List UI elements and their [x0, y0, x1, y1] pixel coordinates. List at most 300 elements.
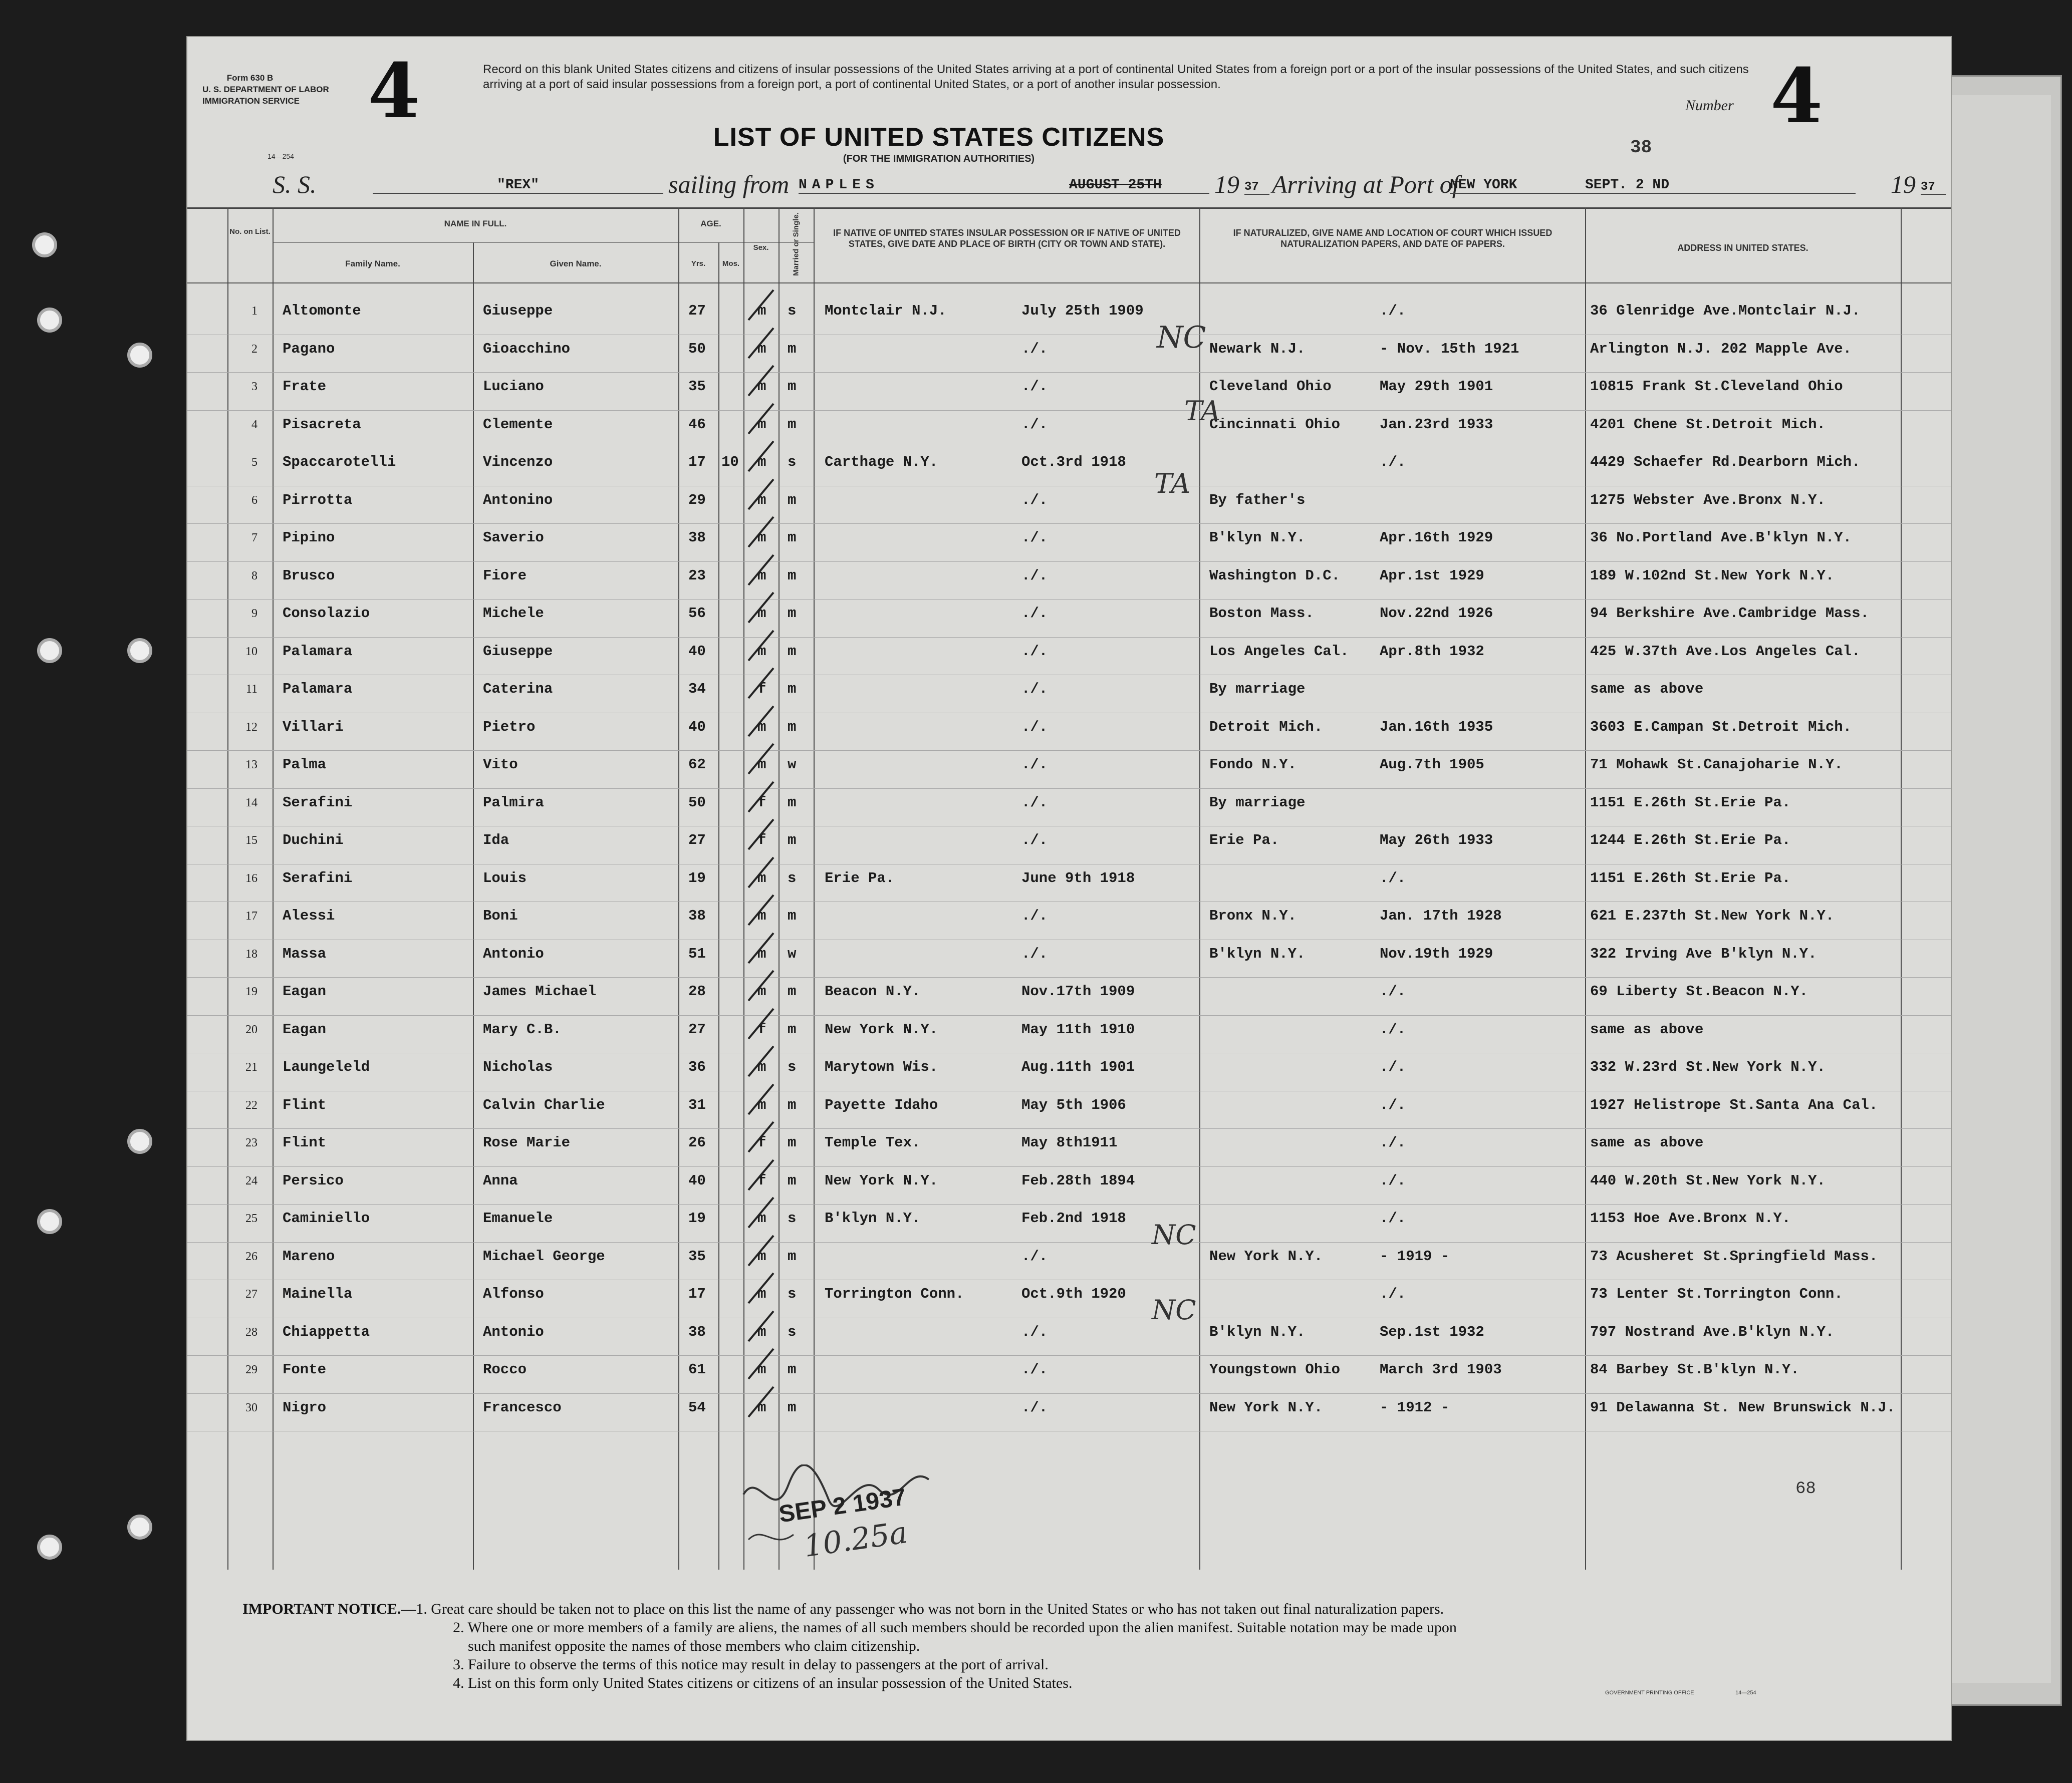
cell-addr: 4201 Chene St.Detroit Mich. [1590, 416, 1826, 433]
cell-ndate: ./. [1380, 1286, 1406, 1302]
form-number: Form 630 B [226, 73, 274, 83]
cell-family: Altomonte [283, 303, 361, 319]
cell-sex: m [757, 1361, 766, 1378]
cell-given: Caterina [483, 681, 553, 697]
cell-ndate: ./. [1380, 1059, 1406, 1075]
cell-given: Pietro [483, 718, 536, 735]
cell-bdate: ./. [1021, 491, 1048, 508]
row-number: 4 [251, 418, 257, 431]
cell-bdate: ./. [1021, 945, 1048, 962]
cell-addr: 425 W.37th Ave.Los Angeles Cal. [1590, 643, 1861, 660]
cell-yrs: 38 [688, 1323, 706, 1340]
header-yrs: Yrs. [691, 259, 706, 268]
cell-family: Fonte [283, 1361, 327, 1378]
arrival-year: 37 [1921, 180, 1946, 195]
cell-court: Washington D.C. [1209, 567, 1341, 584]
cell-family: Serafini [283, 794, 353, 811]
header-mos: Mos. [722, 259, 740, 268]
cell-ndate: ./. [1380, 869, 1406, 886]
cell-yrs: 61 [688, 1361, 706, 1378]
cell-ndate: - Nov. 15th 1921 [1380, 340, 1519, 357]
row-number: 10 [245, 645, 257, 658]
cell-ms: s [788, 303, 797, 319]
cell-court: Cleveland Ohio [1209, 378, 1332, 395]
cell-ms: s [788, 1323, 797, 1340]
header-married-or-single: Married or Single. [792, 212, 801, 276]
cell-given: Saverio [483, 529, 544, 546]
cell-ms: m [788, 529, 797, 546]
cell-family: Palamara [283, 643, 353, 660]
binder-hole [127, 638, 152, 663]
cell-addr: 1151 E.26th St.Erie Pa. [1590, 794, 1791, 811]
cell-bdate: ./. [1021, 718, 1048, 735]
row-number: 7 [251, 531, 257, 544]
cell-bdate: ./. [1021, 1248, 1048, 1265]
cell-yrs: 40 [688, 643, 706, 660]
col-rule [718, 242, 719, 1570]
cell-yrs: 29 [688, 491, 706, 508]
cell-ms: m [788, 1021, 797, 1038]
stamp-time: 10.25a [802, 1515, 910, 1565]
row-number: 29 [245, 1363, 257, 1376]
row-rule [187, 750, 1951, 751]
cell-bplace: Temple Tex. [825, 1134, 921, 1151]
cell-addr: 1275 Webster Ave.Bronx N.Y. [1590, 491, 1826, 508]
handwritten-mark-row-1: NC [1157, 320, 1206, 355]
cell-given: Ida [483, 832, 509, 848]
cell-given: Vincenzo [483, 454, 553, 470]
cell-addr: 797 Nostrand Ave.B'klyn N.Y. [1590, 1323, 1835, 1340]
cell-sex: m [757, 454, 766, 470]
cell-yrs: 50 [688, 340, 706, 357]
cell-ms: m [788, 416, 797, 433]
cell-bdate: ./. [1021, 529, 1048, 546]
cell-ndate: Sep.1st 1932 [1380, 1323, 1484, 1340]
check-mark-icon [746, 477, 776, 512]
cell-bdate: ./. [1021, 378, 1048, 395]
cell-yrs: 38 [688, 529, 706, 546]
cell-given: Antonio [483, 1323, 544, 1340]
cell-bdate: Oct.3rd 1918 [1021, 454, 1126, 470]
check-mark-icon [746, 326, 776, 361]
cell-given: Giuseppe [483, 643, 553, 660]
binder-hole [127, 1515, 152, 1540]
cell-family: Serafini [283, 869, 353, 886]
cell-family: Eagan [283, 1021, 327, 1038]
cell-given: Louis [483, 869, 527, 886]
cell-ndate: Apr.8th 1932 [1380, 643, 1484, 660]
cell-given: Giuseppe [483, 303, 553, 319]
cell-sex: m [757, 718, 766, 735]
depart-date: AUGUST 25TH [1069, 177, 1209, 194]
form-big-number: 4 [368, 47, 420, 135]
cell-ms: s [788, 869, 797, 886]
cell-addr: 621 E.237th St.New York N.Y. [1590, 908, 1835, 924]
cell-yrs: 27 [688, 1021, 706, 1038]
binder-hole [127, 343, 152, 368]
cell-bdate: Feb.28th 1894 [1021, 1172, 1135, 1189]
cell-bdate: May 11th 1910 [1021, 1021, 1135, 1038]
from-port: NAPLES [799, 177, 1074, 194]
header-birth: IF NATIVE OF UNITED STATES INSULAR POSSESSION OR IF NATIVE OF UNITED STATES, GIVE DATE AND PLACE OF BIRTH (CITY OR TOWN AND STATE). [833, 228, 1181, 249]
arrival-year-prefix: 19 [1891, 170, 1916, 198]
col-rule [273, 207, 274, 1570]
cell-ms: s [788, 454, 797, 470]
cell-ms: s [788, 1059, 797, 1075]
cell-ms: m [788, 1248, 797, 1265]
binder-hole [127, 1129, 152, 1154]
check-mark-icon [746, 1006, 776, 1041]
row-rule [187, 561, 1951, 562]
cell-addr: 69 Liberty St.Beacon N.Y. [1590, 983, 1808, 1000]
cell-given: Calvin Charlie [483, 1096, 605, 1113]
cell-given: Emanuele [483, 1210, 553, 1227]
cell-yrs: 34 [688, 681, 706, 697]
cell-family: Laungeleld [283, 1059, 370, 1075]
header-no-on-list: No. on List. [229, 227, 271, 236]
row-rule [187, 1242, 1951, 1243]
cell-sex: m [757, 605, 766, 622]
check-mark-icon [746, 1157, 776, 1193]
cell-given: James Michael [483, 983, 597, 1000]
row-number: 14 [245, 796, 257, 809]
cell-yrs: 51 [688, 945, 706, 962]
cell-bdate: June 9th 1918 [1021, 869, 1135, 886]
cell-ndate: ./. [1380, 1021, 1406, 1038]
cell-yrs: 36 [688, 1059, 706, 1075]
cell-ms: m [788, 718, 797, 735]
row-number: 2 [251, 342, 257, 356]
number-label: Number [1685, 97, 1734, 114]
cell-yrs: 40 [688, 718, 706, 735]
sailing-label: sailing from [668, 170, 790, 198]
header-mid-rule [273, 242, 814, 243]
notice-item-2-cont: such manifest opposite the names of those members who claim citizenship. [468, 1638, 920, 1654]
form-identifier [202, 72, 329, 107]
header-age: AGE. [700, 219, 721, 228]
cell-ndate: ./. [1380, 1134, 1406, 1151]
cell-sex: f [757, 1021, 766, 1038]
cell-ndate: ./. [1380, 454, 1406, 470]
arrival-date: SEPT. 2 ND [1585, 177, 1856, 194]
row-number: 5 [251, 456, 257, 469]
check-mark-icon [746, 1044, 776, 1079]
cell-court: By marriage [1209, 794, 1306, 811]
cell-sex: m [757, 983, 766, 1000]
cell-addr: 36 Glenridge Ave.Montclair N.J. [1590, 303, 1861, 319]
check-mark-icon [746, 1346, 776, 1381]
cell-given: Rose Marie [483, 1134, 571, 1151]
cell-ndate: ./. [1380, 983, 1406, 1000]
depart-year: 37 [1244, 180, 1269, 195]
cell-bdate: ./. [1021, 681, 1048, 697]
binder-hole [37, 638, 62, 663]
list-number: 4 [1770, 52, 1823, 140]
header-bottom-rule [187, 282, 1951, 283]
row-number: 9 [251, 607, 257, 620]
department: U. S. DEPARTMENT OF LABOR [202, 85, 329, 94]
cell-bdate: ./. [1021, 567, 1048, 584]
cell-given: Gioacchino [483, 340, 571, 357]
cell-family: Persico [283, 1172, 344, 1189]
cell-yrs: 40 [688, 1172, 706, 1189]
binder-hole [37, 1535, 62, 1560]
cell-court: Bronx N.Y. [1209, 908, 1297, 924]
cell-bdate: May 5th 1906 [1021, 1096, 1126, 1113]
check-mark-icon [746, 401, 776, 436]
cell-family: Brusco [283, 567, 335, 584]
row-rule [187, 1393, 1951, 1394]
row-number: 6 [251, 493, 257, 507]
cell-sex: m [757, 1248, 766, 1265]
cell-ms: m [788, 1172, 797, 1189]
cell-sex: m [757, 1096, 766, 1113]
stamp-date: SEP 2 1937 [777, 1483, 908, 1528]
cell-family: Eagan [283, 983, 327, 1000]
cell-given: Fiore [483, 567, 527, 584]
cell-court: B'klyn N.Y. [1209, 945, 1306, 962]
important-notice [242, 1600, 1444, 1618]
header-sex: Sex. [753, 243, 769, 252]
cell-bplace: Carthage N.Y. [825, 454, 938, 470]
cell-ms: m [788, 908, 797, 924]
check-mark-icon [746, 439, 776, 474]
row-rule [187, 523, 1951, 524]
cell-court: Detroit Mich. [1209, 718, 1323, 735]
cell-addr: same as above [1590, 1021, 1704, 1038]
cell-sex: m [757, 1210, 766, 1227]
cell-sex: m [757, 945, 766, 962]
cell-ndate: May 29th 1901 [1380, 378, 1493, 395]
cell-ms: m [788, 378, 797, 395]
cell-addr: 10815 Frank St.Cleveland Ohio [1590, 378, 1843, 395]
cell-mos: 10 [721, 454, 739, 470]
cell-yrs: 17 [688, 454, 706, 470]
cell-given: Boni [483, 908, 518, 924]
cell-bdate: Feb.2nd 1918 [1021, 1210, 1126, 1227]
cell-court: New York N.Y. [1209, 1248, 1323, 1265]
cell-family: Mareno [283, 1248, 335, 1265]
cell-sex: m [757, 491, 766, 508]
cell-family: Flint [283, 1134, 327, 1151]
cell-yrs: 23 [688, 567, 706, 584]
header-given-name: Given Name. [550, 259, 602, 268]
cell-given: Michael George [483, 1248, 605, 1265]
check-mark-icon [746, 968, 776, 1003]
cell-sex: m [757, 529, 766, 546]
cell-ndate: March 3rd 1903 [1380, 1361, 1502, 1378]
cell-given: Mary C.B. [483, 1021, 562, 1038]
cell-addr: 3603 E.Campan St.Detroit Mich. [1590, 718, 1852, 735]
cell-ndate: Jan. 17th 1928 [1380, 908, 1502, 924]
cell-given: Anna [483, 1172, 518, 1189]
cell-addr: 332 W.23rd St.New York N.Y. [1590, 1059, 1826, 1075]
cell-sex: m [757, 416, 766, 433]
cell-family: Pisacreta [283, 416, 361, 433]
cell-ndate: Apr.1st 1929 [1380, 567, 1484, 584]
cell-given: Nicholas [483, 1059, 553, 1075]
row-number: 25 [245, 1212, 257, 1225]
cell-bplace: Torrington Conn. [825, 1286, 964, 1302]
cell-addr: 189 W.102nd St.New York N.Y. [1590, 567, 1835, 584]
cell-sex: f [757, 832, 766, 848]
cell-addr: 91 Delawanna St. New Brunswick N.J. [1590, 1399, 1896, 1416]
cell-family: Flint [283, 1096, 327, 1113]
cell-given: Palmira [483, 794, 544, 811]
col-rule [678, 207, 679, 1570]
cell-ndate: Nov.22nd 1926 [1380, 605, 1493, 622]
cell-bplace: New York N.Y. [825, 1172, 938, 1189]
handwritten-mark-row-3: TA [1184, 395, 1221, 427]
col-rule [779, 207, 780, 1570]
cell-family: Chiappetta [283, 1323, 370, 1340]
check-mark-icon [746, 779, 776, 814]
cell-family: Palamara [283, 681, 353, 697]
cell-bdate: July 25th 1909 [1021, 303, 1144, 319]
check-mark-icon [746, 1271, 776, 1306]
cell-sex: m [757, 1059, 766, 1075]
page-title: LIST OF UNITED STATES CITIZENS [713, 123, 1165, 152]
cell-addr: 36 No.Portland Ave.B'klyn N.Y. [1590, 529, 1852, 546]
cell-bdate: ./. [1021, 1323, 1048, 1340]
check-mark-icon [746, 893, 776, 928]
cell-bdate: Aug.11th 1901 [1021, 1059, 1135, 1075]
cell-given: Francesco [483, 1399, 562, 1416]
ship-name: "REX" [373, 177, 663, 194]
cell-yrs: 17 [688, 1286, 706, 1302]
cell-yrs: 50 [688, 794, 706, 811]
cell-ms: m [788, 832, 797, 848]
cell-ms: m [788, 1134, 797, 1151]
cell-ndate: ./. [1380, 1210, 1406, 1227]
row-rule [187, 372, 1951, 373]
handwritten-mark-row-5: TA [1154, 468, 1191, 499]
cell-ms: s [788, 1210, 797, 1227]
cell-ms: s [788, 1286, 797, 1302]
table-top-rule [187, 207, 1951, 209]
handwritten-mark-row-25: NC [1152, 1219, 1196, 1251]
cell-bdate: May 8th1911 [1021, 1134, 1118, 1151]
cell-bplace: Montclair N.J. [825, 303, 947, 319]
cell-sex: m [757, 908, 766, 924]
row-number: 13 [245, 758, 257, 771]
cell-addr: 94 Berkshire Ave.Cambridge Mass. [1590, 605, 1869, 622]
cell-court: B'klyn N.Y. [1209, 529, 1306, 546]
row-number: 15 [245, 834, 257, 847]
page-subtitle: (FOR THE IMMIGRATION AUTHORITIES) [843, 153, 1035, 164]
handwritten-mark-row-27: NC [1152, 1294, 1196, 1326]
col-rule [473, 242, 474, 1570]
cell-ndate: - 1919 - [1380, 1248, 1450, 1265]
cell-court: Boston Mass. [1209, 605, 1314, 622]
cell-sex: f [757, 794, 766, 811]
check-mark-icon [746, 1233, 776, 1268]
cell-ndate: May 26th 1933 [1380, 832, 1493, 848]
cell-addr: 4429 Schaefer Rd.Dearborn Mich. [1590, 454, 1861, 470]
check-mark-icon [746, 1384, 776, 1419]
row-number: 23 [245, 1136, 257, 1149]
cell-bdate: ./. [1021, 416, 1048, 433]
row-number: 11 [245, 683, 257, 696]
notice-item-4: 4. List on this form only United States citizens or citizens of an insular possession of the United States. [453, 1675, 1073, 1691]
cell-yrs: 35 [688, 378, 706, 395]
row-rule [187, 1015, 1951, 1016]
col-rule [814, 207, 815, 1570]
cell-ndate: ./. [1380, 303, 1406, 319]
cell-addr: 73 Lenter St.Torrington Conn. [1590, 1286, 1843, 1302]
col-rule [227, 207, 228, 1570]
row-number: 12 [245, 720, 257, 734]
cell-sex: m [757, 643, 766, 660]
cell-ms: m [788, 794, 797, 811]
cell-addr: 1151 E.26th St.Erie Pa. [1590, 869, 1791, 886]
cell-bplace: Beacon N.Y. [825, 983, 921, 1000]
cell-yrs: 26 [688, 1134, 706, 1151]
cell-court: Cincinnati Ohio [1209, 416, 1341, 433]
cell-yrs: 27 [688, 303, 706, 319]
cell-yrs: 38 [688, 908, 706, 924]
cell-ms: w [788, 756, 797, 773]
cell-addr: Arlington N.J. 202 Mapple Ave. [1590, 340, 1852, 357]
row-rule [187, 977, 1951, 978]
cell-ndate: Nov.19th 1929 [1380, 945, 1493, 962]
cell-addr: same as above [1590, 1134, 1704, 1151]
cell-family: Frate [283, 378, 327, 395]
cell-given: Michele [483, 605, 544, 622]
cell-bdate: ./. [1021, 908, 1048, 924]
cell-ms: m [788, 643, 797, 660]
cell-yrs: 62 [688, 756, 706, 773]
cell-bdate: ./. [1021, 1361, 1048, 1378]
notice-label: IMPORTANT NOTICE. [242, 1601, 401, 1617]
cell-addr: 73 Acusheret St.Springfield Mass. [1590, 1248, 1878, 1265]
cell-family: Villari [283, 718, 344, 735]
manifest-page [186, 36, 1952, 1741]
binder-strip [1939, 95, 2051, 1683]
cell-ndate: Aug.7th 1905 [1380, 756, 1484, 773]
cell-bplace: B'klyn N.Y. [825, 1210, 921, 1227]
cell-addr: 84 Barbey St.B'klyn N.Y. [1590, 1361, 1799, 1378]
cell-ndate: ./. [1380, 1096, 1406, 1113]
cell-court: Los Angeles Cal. [1209, 643, 1349, 660]
cell-sex: m [757, 378, 766, 395]
cell-yrs: 35 [688, 1248, 706, 1265]
cell-sex: m [757, 1399, 766, 1416]
arriving-label: Arriving at Port of [1272, 170, 1459, 198]
row-rule [187, 788, 1951, 789]
cell-given: Antonino [483, 491, 553, 508]
check-mark-icon [746, 817, 776, 852]
cell-family: Caminiello [283, 1210, 370, 1227]
form-instructions: Record on this blank United States citizens and citizens of insular possessions of the United States arriving at a port of continental United States from a foreign port or a port of the insular possessions of the United States, and such citizens arriving at a port of said insular possessions from a foreign port, a port of continental United States, or a port of another insular possession. [483, 63, 1749, 91]
cell-ms: m [788, 491, 797, 508]
row-number: 21 [245, 1061, 257, 1074]
cell-bdate: Oct.9th 1920 [1021, 1286, 1126, 1302]
cell-addr: same as above [1590, 681, 1704, 697]
check-mark-icon [746, 931, 776, 966]
row-number: 27 [245, 1288, 257, 1301]
cell-court: B'klyn N.Y. [1209, 1323, 1306, 1340]
cell-addr: 1153 Hoe Ave.Bronx N.Y. [1590, 1210, 1791, 1227]
notice-item-2: 2. Where one or more members of a family are aliens, the names of all such members should be recorded upon the alien manifest. Suitable notation may be made upon [453, 1619, 1457, 1636]
col-rule [743, 207, 744, 1570]
cell-yrs: 56 [688, 605, 706, 622]
cell-sex: m [757, 340, 766, 357]
cell-family: Nigro [283, 1399, 327, 1416]
row-number: 16 [245, 871, 257, 885]
row-number: 26 [245, 1250, 257, 1263]
cell-bdate: ./. [1021, 794, 1048, 811]
